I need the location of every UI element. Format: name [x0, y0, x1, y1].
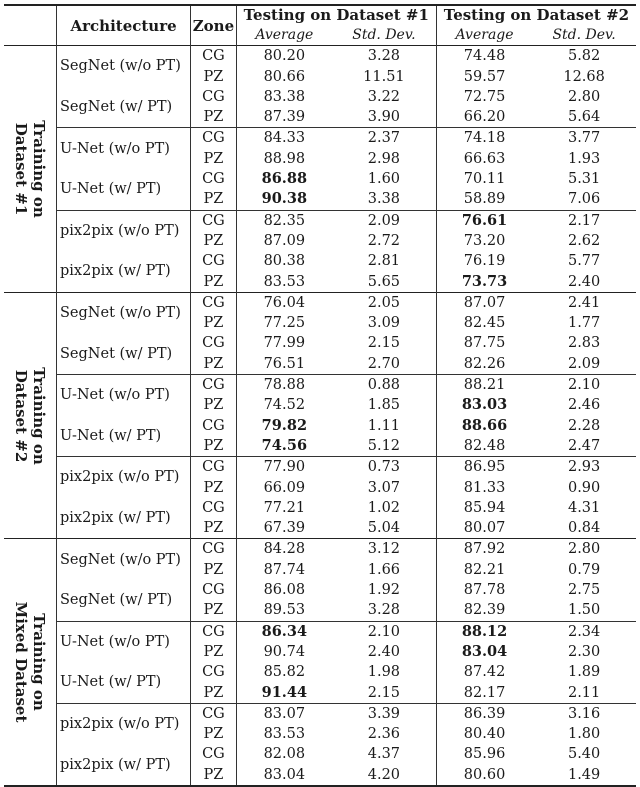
group-label-line2: Dataset #2 [12, 369, 30, 462]
std1-cell: 2.72 [332, 231, 436, 251]
table-row [4, 703, 636, 724]
avg2-cell: 70.11 [463, 171, 506, 188]
table-row [4, 87, 636, 107]
avg2-cell: 66.63 [463, 150, 506, 167]
table-row [4, 169, 636, 189]
best-value: 88.12 [461, 622, 508, 640]
architecture-cell: U-Net (w/ PT) [57, 416, 191, 457]
avg2-cell [436, 210, 532, 231]
std1-cell: 2.70 [332, 354, 436, 375]
std1-cell: 1.60 [332, 169, 436, 189]
avg2-cell: 74.18 [463, 130, 506, 147]
zone-cell: PZ [191, 189, 237, 210]
std1-cell: 3.22 [332, 87, 436, 107]
best-value: 88.66 [461, 416, 508, 434]
std2-cell: 5.77 [567, 253, 601, 270]
avg1-cell: 83.38 [263, 88, 306, 105]
zone-cell: CG [191, 744, 237, 764]
std1-cell: 3.90 [332, 107, 436, 128]
std2-cell: 2.75 [567, 582, 601, 599]
table-row [4, 128, 636, 149]
group-label-line1: Training on [30, 120, 48, 218]
avg1-cell: 77.99 [263, 335, 306, 352]
std2-cell: 5.64 [567, 109, 601, 126]
zone-cell: PZ [191, 395, 237, 415]
table-row [4, 375, 636, 396]
avg2-cell [436, 621, 532, 642]
best-value: 83.04 [461, 642, 508, 660]
zone-header: Zone [191, 5, 237, 46]
avg2-cell: 85.96 [463, 746, 506, 763]
avg2-cell: 87.42 [463, 664, 506, 681]
training-group-label [4, 539, 57, 786]
table-row [4, 621, 636, 642]
std1-cell: 1.66 [332, 560, 436, 580]
avg1-cell: 90.74 [263, 643, 306, 660]
avg1-cell: 76.51 [263, 355, 306, 372]
avg2-cell: 82.21 [463, 561, 506, 578]
std2-cell: 2.46 [567, 397, 601, 414]
avg2-cell [436, 272, 532, 293]
avg1-cell: 87.09 [263, 232, 306, 249]
std1-cell: 2.09 [332, 210, 436, 231]
std2-cell: 2.30 [567, 643, 601, 660]
zone-cell: PZ [191, 765, 237, 786]
zone-cell: CG [191, 46, 237, 67]
avg1-cell: 89.53 [263, 602, 306, 619]
zone-cell: PZ [191, 107, 237, 128]
std1-cell: 2.40 [332, 642, 436, 662]
group-label-line1: Training on [30, 366, 48, 465]
avg1-cell: 74.52 [263, 397, 306, 414]
std2-cell: 1.49 [567, 766, 601, 783]
std1-cell: 2.10 [332, 621, 436, 642]
avg1-cell: 83.53 [263, 726, 306, 743]
std1-cell: 3.09 [332, 313, 436, 333]
std2-cell: 2.93 [567, 459, 601, 476]
std1-cell: 3.07 [332, 478, 436, 498]
training-group-label [4, 46, 57, 293]
zone-cell: PZ [191, 683, 237, 704]
std2-header: Std. Dev. [552, 27, 616, 43]
std1-cell: 2.98 [332, 149, 436, 169]
avg2-cell: 87.75 [463, 335, 506, 352]
std2-cell: 1.93 [567, 150, 601, 167]
std2-cell: 2.28 [567, 417, 601, 434]
std1-cell: 1.11 [332, 416, 436, 436]
architecture-cell: pix2pix (w/ PT) [57, 498, 191, 539]
avg2-cell: 73.20 [463, 232, 506, 249]
architecture-cell: U-Net (w/o PT) [57, 128, 191, 169]
architecture-cell: U-Net (w/o PT) [57, 621, 191, 662]
std1-cell: 1.98 [332, 662, 436, 682]
training-group-label [4, 292, 57, 539]
std2-cell: 2.41 [567, 294, 601, 311]
avg1-cell: 76.04 [263, 294, 306, 311]
zone-cell: CG [191, 580, 237, 600]
best-value: 74.56 [261, 436, 308, 454]
std2-cell: 2.09 [567, 355, 601, 372]
avg2-cell: 80.40 [463, 726, 506, 743]
zone-cell: CG [191, 128, 237, 149]
std2-cell: 2.83 [567, 335, 601, 352]
avg1-cell: 82.35 [263, 212, 306, 229]
zone-cell: PZ [191, 354, 237, 375]
std1-cell: 1.92 [332, 580, 436, 600]
std2-cell: 5.31 [567, 171, 601, 188]
std2-cell: 5.82 [567, 48, 601, 65]
test2-header: Testing on Dataset #2 [443, 6, 630, 24]
table-row [4, 744, 636, 764]
table-row [4, 292, 636, 313]
std1-cell: 2.37 [332, 128, 436, 149]
avg1-cell [236, 621, 332, 642]
best-value: 91.44 [261, 683, 308, 701]
group-label-line1: Training on [30, 613, 48, 711]
table-row [4, 580, 636, 600]
zone-cell: PZ [191, 600, 237, 621]
std1-cell: 5.65 [332, 272, 436, 293]
zone-cell: PZ [191, 272, 237, 293]
std2-cell: 12.68 [563, 68, 605, 85]
zone-cell: CG [191, 87, 237, 107]
zone-cell: CG [191, 333, 237, 353]
zone-cell: PZ [191, 436, 237, 457]
zone-cell: CG [191, 498, 237, 518]
zone-cell: CG [191, 621, 237, 642]
std2-cell: 2.10 [567, 377, 601, 394]
avg2-cell: 66.20 [463, 109, 506, 126]
std1-cell: 11.51 [332, 67, 436, 87]
avg2-cell: 72.75 [463, 88, 506, 105]
zone-cell: CG [191, 662, 237, 682]
std2-cell: 2.40 [567, 273, 601, 290]
table-row [4, 333, 636, 353]
avg1-cell [236, 683, 332, 704]
std2-cell: 7.06 [567, 191, 601, 208]
avg1-cell: 88.98 [263, 150, 306, 167]
avg1-cell: 80.20 [263, 48, 306, 65]
architecture-cell: U-Net (w/ PT) [57, 169, 191, 210]
avg1-cell: 77.90 [263, 459, 306, 476]
zone-cell: PZ [191, 642, 237, 662]
avg1-cell [236, 416, 332, 436]
table-row [4, 210, 636, 231]
std2-cell: 1.50 [567, 602, 601, 619]
avg2-cell: 88.21 [463, 377, 506, 394]
table-row [4, 457, 636, 478]
avg2-cell: 59.57 [463, 68, 506, 85]
zone-cell: PZ [191, 478, 237, 498]
avg1-cell: 84.28 [263, 541, 306, 558]
avg2-cell: 76.19 [463, 253, 506, 270]
std2-cell: 5.40 [567, 746, 601, 763]
table-row [4, 662, 636, 682]
avg2-cell: 82.26 [463, 355, 506, 372]
avg2-cell [436, 416, 532, 436]
results-table [4, 4, 636, 787]
std2-cell: 1.80 [567, 726, 601, 743]
avg1-cell [236, 189, 332, 210]
best-value: 73.73 [461, 272, 508, 290]
std2-cell: 2.47 [567, 437, 601, 454]
architecture-cell: SegNet (w/o PT) [57, 539, 191, 580]
test1-header: Testing on Dataset #1 [236, 5, 436, 25]
std1-cell: 0.88 [332, 375, 436, 396]
avg2-cell: 74.48 [463, 48, 506, 65]
std1-cell: 3.28 [332, 600, 436, 621]
architecture-cell: pix2pix (w/ PT) [57, 251, 191, 292]
zone-cell: CG [191, 539, 237, 560]
zone-cell: PZ [191, 149, 237, 169]
best-value: 86.34 [261, 622, 308, 640]
avg2-cell: 82.17 [463, 684, 506, 701]
zone-cell: CG [191, 457, 237, 478]
best-value: 83.03 [461, 396, 508, 414]
avg1-cell: 83.53 [263, 273, 306, 290]
std2-cell: 2.34 [567, 623, 601, 640]
architecture-cell: U-Net (w/ PT) [57, 662, 191, 703]
avg2-cell: 82.45 [463, 315, 506, 332]
std1-cell: 2.36 [332, 724, 436, 744]
table-row [4, 416, 636, 436]
avg2-cell: 87.07 [463, 294, 506, 311]
avg1-header: Average [255, 26, 314, 43]
group-header [4, 5, 57, 46]
avg2-cell [436, 395, 532, 415]
std1-cell: 4.20 [332, 765, 436, 786]
avg2-cell: 58.89 [463, 191, 506, 208]
zone-cell: PZ [191, 724, 237, 744]
std2-cell: 4.31 [567, 499, 601, 516]
zone-cell: PZ [191, 518, 237, 539]
std1-cell: 3.39 [332, 703, 436, 724]
avg1-cell: 87.74 [263, 561, 306, 578]
avg2-cell: 86.39 [463, 705, 506, 722]
std2-cell: 1.89 [567, 664, 601, 681]
avg1-cell: 85.82 [263, 664, 306, 681]
table-row [4, 498, 636, 518]
std1-cell: 2.15 [332, 333, 436, 353]
avg2-cell: 87.78 [463, 582, 506, 599]
avg2-cell: 85.94 [463, 499, 506, 516]
zone-cell: CG [191, 251, 237, 271]
std2-cell: 2.80 [567, 541, 601, 558]
avg2-cell: 80.60 [463, 766, 506, 783]
group-label-line2: Dataset #1 [12, 122, 30, 216]
architecture-cell: pix2pix (w/ PT) [57, 744, 191, 786]
avg1-cell [236, 436, 332, 457]
zone-cell: CG [191, 169, 237, 189]
architecture-cell: SegNet (w/ PT) [57, 87, 191, 128]
best-value: 90.38 [261, 190, 308, 208]
zone-cell: CG [191, 703, 237, 724]
std2-cell: 0.84 [567, 520, 601, 537]
best-value: 76.61 [461, 211, 508, 229]
avg1-cell: 82.08 [263, 746, 306, 763]
best-value: 79.82 [261, 416, 308, 434]
architecture-cell: SegNet (w/o PT) [57, 46, 191, 87]
std2-cell: 2.11 [567, 684, 601, 701]
zone-cell: PZ [191, 560, 237, 580]
zone-cell: CG [191, 210, 237, 231]
zone-cell: CG [191, 292, 237, 313]
std1-cell: 0.73 [332, 457, 436, 478]
avg2-cell: 87.92 [463, 541, 506, 558]
avg1-cell: 78.88 [263, 377, 306, 394]
architecture-cell: pix2pix (w/o PT) [57, 703, 191, 744]
std1-cell: 5.12 [332, 436, 436, 457]
architecture-cell: SegNet (w/o PT) [57, 292, 191, 333]
architecture-cell: U-Net (w/o PT) [57, 375, 191, 416]
avg2-cell: 82.39 [463, 602, 506, 619]
std2-cell: 2.62 [567, 232, 601, 249]
std1-header: Std. Dev. [332, 25, 436, 46]
std1-cell: 2.15 [332, 683, 436, 704]
std2-cell: 1.77 [567, 315, 601, 332]
std1-cell: 3.38 [332, 189, 436, 210]
avg1-cell: 87.39 [263, 109, 306, 126]
avg1-cell: 86.08 [263, 582, 306, 599]
zone-cell: CG [191, 375, 237, 396]
avg2-cell: 86.95 [463, 459, 506, 476]
std1-cell: 2.81 [332, 251, 436, 271]
std1-cell: 1.85 [332, 395, 436, 415]
architecture-cell: pix2pix (w/o PT) [57, 210, 191, 251]
avg2-cell: 81.33 [463, 479, 506, 496]
std2-cell: 2.17 [567, 212, 601, 229]
std1-cell: 4.37 [332, 744, 436, 764]
avg1-cell: 77.25 [263, 315, 306, 332]
std1-cell: 1.02 [332, 498, 436, 518]
group-label-line2: Mixed Dataset [12, 601, 30, 723]
zone-cell: PZ [191, 313, 237, 333]
avg2-header: Average [455, 27, 514, 43]
std2-cell: 3.16 [567, 705, 601, 722]
std1-cell: 3.28 [332, 46, 436, 67]
avg1-cell: 84.33 [263, 130, 306, 147]
best-value: 86.88 [261, 170, 308, 188]
avg2-cell: 82.48 [463, 437, 506, 454]
avg1-cell: 83.07 [263, 705, 306, 722]
avg1-cell: 67.39 [263, 520, 306, 537]
table-row [4, 46, 636, 67]
architecture-cell: SegNet (w/ PT) [57, 580, 191, 621]
table-row [4, 251, 636, 271]
architecture-header: Architecture [57, 5, 191, 46]
std1-cell: 2.05 [332, 292, 436, 313]
avg1-cell [236, 169, 332, 189]
zone-cell: CG [191, 416, 237, 436]
std2-cell: 2.80 [567, 88, 601, 105]
std2-cell: 0.79 [567, 561, 601, 578]
architecture-cell: pix2pix (w/o PT) [57, 457, 191, 498]
zone-cell: PZ [191, 67, 237, 87]
table-body [4, 46, 636, 786]
zone-cell: PZ [191, 231, 237, 251]
avg2-cell: 80.07 [463, 520, 506, 537]
std1-cell: 5.04 [332, 518, 436, 539]
std2-cell: 3.77 [567, 130, 601, 147]
table-row [4, 539, 636, 560]
avg1-cell: 80.66 [263, 68, 306, 85]
avg1-cell: 77.21 [263, 499, 306, 516]
std2-cell: 0.90 [567, 479, 601, 496]
std1-cell: 3.12 [332, 539, 436, 560]
avg1-cell: 80.38 [263, 253, 306, 270]
avg1-cell: 66.09 [263, 479, 306, 496]
avg2-cell [436, 642, 532, 662]
avg1-cell: 83.04 [263, 766, 306, 783]
architecture-cell: SegNet (w/ PT) [57, 333, 191, 374]
